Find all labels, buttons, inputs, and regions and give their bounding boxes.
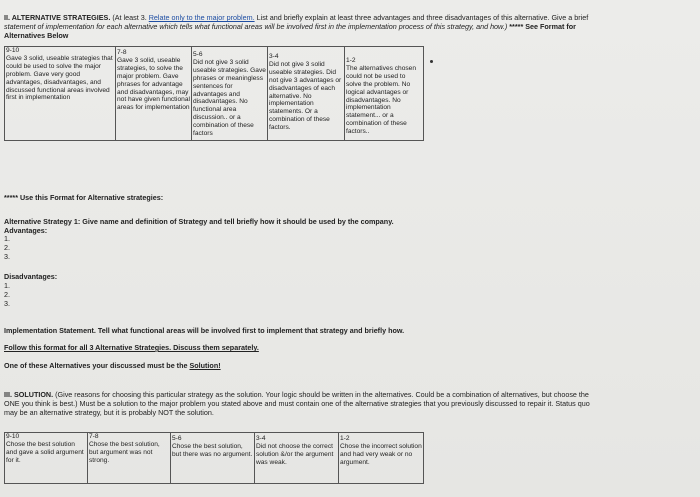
rubric-score: 7-8 <box>89 433 99 440</box>
rubric-text: Did not give 3 solid useable strategies. Did not give 3 advantages or disadvantages of each alternative. No implementation statements. Or a combination of these factors. <box>269 60 342 132</box>
rubric-cell <box>255 433 339 484</box>
rubric-score: 5-6 <box>193 51 203 58</box>
advantages-label: Advantages: <box>4 226 48 235</box>
list-item: 2. <box>4 243 10 252</box>
list-item: 1. <box>4 234 10 243</box>
rubric-text: Did not choose the correct solution &/or the argument was weak. <box>256 442 334 466</box>
rubric-text: Chose the incorrect solution and had very weak or no argument. <box>340 442 422 466</box>
stray-mark <box>430 60 433 63</box>
strategy-line: Alternative Strategy 1: Give name and definition of Strategy and tell briefly how it should be used by the company. <box>4 217 394 226</box>
rubric-score: 1-2 <box>340 435 350 442</box>
solution-word: Solution! <box>189 361 221 370</box>
rubric-text: Gave 3 solid, useable strategies that could be used to solve the major problem. Gave very good advantages, disadvantages, and discussed functional areas involved first in implementation <box>6 54 113 102</box>
section2-intro-b: List and briefly explain at least three advantages and three disadvantages of this alternative. Give a brief <box>256 13 589 22</box>
disadvantages-label: Disadvantages: <box>4 272 58 281</box>
rubric-text: Did not give 3 solid useable strategies. Gave phrases or meaningless sentences for advantages and disadvantages. No functional area discussion.. or a combination of these factors <box>193 58 266 138</box>
list-item: 2. <box>4 290 10 299</box>
list-item: 1. <box>4 281 10 290</box>
rubric-score: 9-10 <box>6 433 20 440</box>
rubric-table-solution <box>4 432 424 484</box>
section3-line3: may be an alternative strategy, but it is probably NOT the solution. <box>4 408 214 417</box>
rubric-score: 3-4 <box>256 435 266 442</box>
rubric-score: 1-2 <box>346 57 356 64</box>
implementation-statement: Implementation Statement. Tell what functional areas will be involved first to implement that strategy and briefly how. <box>4 326 405 335</box>
rubric-table-alternatives <box>4 46 424 141</box>
rubric-cell <box>5 47 116 141</box>
alternatives-below: Alternatives Below <box>4 31 69 40</box>
rubric-cell <box>116 47 192 141</box>
relate-major-problem-link[interactable]: Relate only to the major problem. <box>148 13 255 22</box>
rubric-score: 3-4 <box>269 53 279 60</box>
format-heading: ***** Use this Format for Alternative strategies: <box>4 193 164 202</box>
disadvantages-list <box>4 281 10 308</box>
rubric-cell <box>171 433 255 484</box>
advantages-list <box>4 234 10 261</box>
rubric-text: Gave 3 solid, useable strategies, to solve the major problem. Gave phrases for advantage and disadvantages, may not have given functional areas for implementation <box>117 56 190 112</box>
rubric-row <box>5 47 424 141</box>
section2-heading: II. ALTERNATIVE STRATEGIES. <box>4 13 111 22</box>
section3-line1: III. SOLUTION. (Give reasons for choosing this particular strategy as the solution. Your logic should be written in the alternatives. Could be a combination of alternatives, but choose the <box>4 390 589 399</box>
rubric-cell <box>339 433 424 484</box>
rubric-cell <box>192 47 268 141</box>
section2-intro-a: (At least 3. <box>112 13 147 22</box>
see-format-note: ***** See Format for <box>509 22 576 31</box>
section2-line2: statement of implementation for each alternative which tells what functional areas will be involved first in the implementation process of this strategy, and how.) ***** See Format for <box>4 22 576 31</box>
rubric-text: Chose the best solution and gave a solid argument for it. <box>6 440 84 464</box>
rubric-cell <box>268 47 345 141</box>
rubric-cell <box>345 47 424 141</box>
follow-format-note: Follow this format for all 3 Alternative Strategies. Discuss them separately. <box>4 343 259 352</box>
section3-line2: ONE you think is best.) Must be a solution to the major problem you stated above and must contain one of the alternative strategies that you previously discussed to repair it. Status quo <box>4 399 590 408</box>
rubric-text: The alternatives chosen could not be used to solve the problem. No logical advantages or disadvantages. No implementation statement... or a combination of these factors.. <box>346 64 417 136</box>
list-item: 3. <box>4 252 10 261</box>
list-item: 3. <box>4 299 10 308</box>
rubric-text: Chose the best solution, but argument was not strong. <box>89 440 160 464</box>
rubric-row <box>5 433 424 484</box>
rubric-cell <box>88 433 171 484</box>
one-of-note: One of these Alternatives your discussed must be the Solution! <box>4 361 221 370</box>
section3-heading: III. SOLUTION. <box>4 390 54 399</box>
section2-intro <box>4 13 698 22</box>
rubric-score: 9-10 <box>6 47 20 54</box>
rubric-score: 7-8 <box>117 49 127 56</box>
rubric-score: 5-6 <box>172 435 182 442</box>
rubric-cell <box>5 433 88 484</box>
rubric-text: Chose the best solution, but there was no argument. <box>172 442 253 458</box>
